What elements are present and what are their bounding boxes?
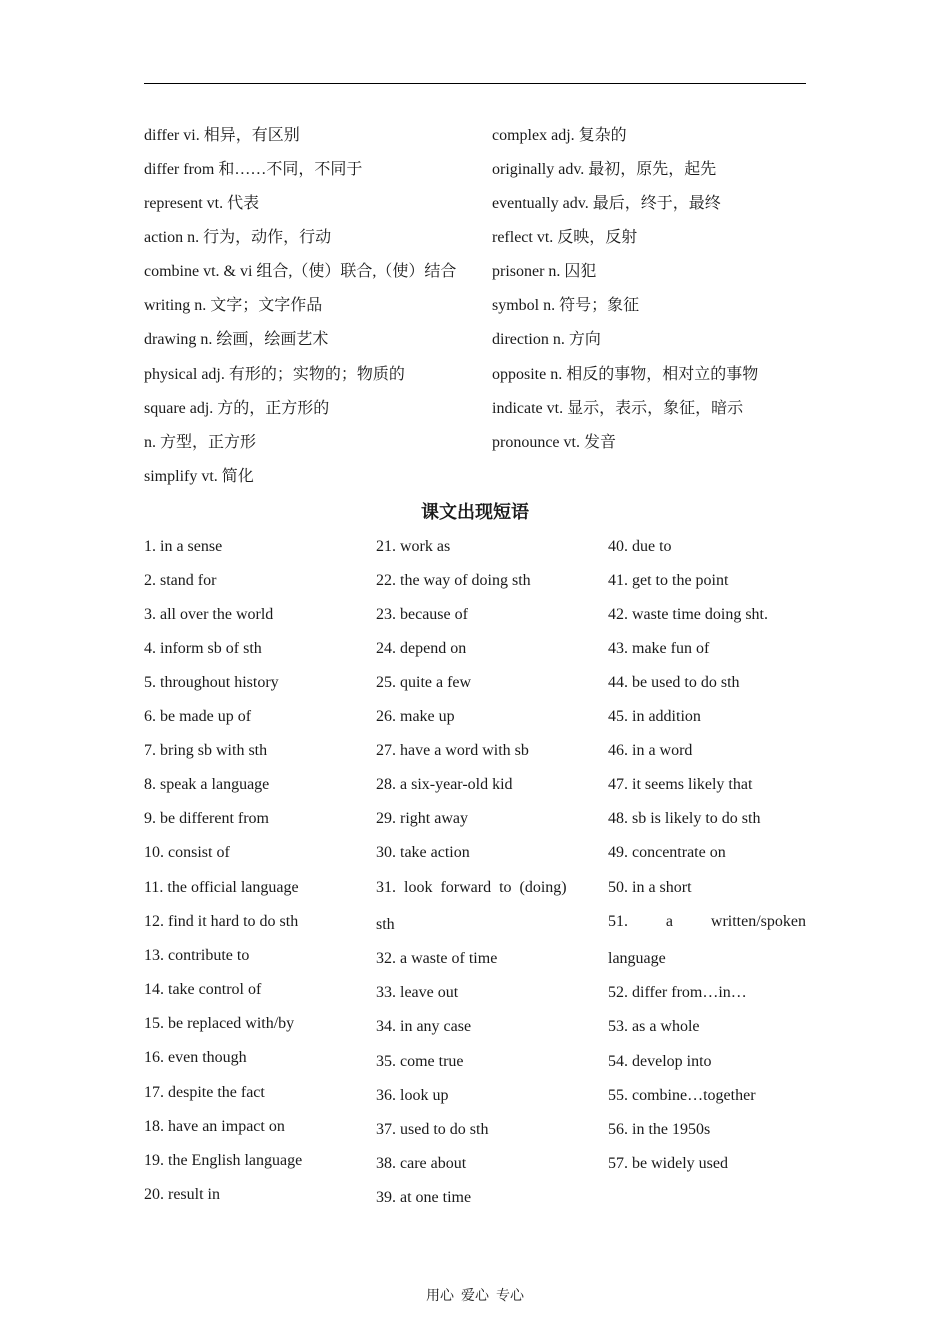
phrase-item: 39. at one time: [376, 1189, 472, 1206]
vocab-entry: writing n. 文字；文字作品: [144, 297, 323, 314]
phrase-item: 17. despite the fact: [144, 1084, 265, 1101]
vocab-entry: action n. 行为，动作，行动: [144, 229, 332, 246]
vocab-entry: represent vt. 代表: [144, 195, 260, 212]
phrase-item: 18. have an impact on: [144, 1118, 285, 1135]
phrase-item: 10. consist of: [144, 844, 230, 861]
phrase-item: 16. even though: [144, 1049, 247, 1066]
phrase-item: 1. in a sense: [144, 538, 223, 555]
phrase-item: 15. be replaced with/by: [144, 1015, 295, 1032]
phrase-item: 14. take control of: [144, 981, 262, 998]
phrase-item: 55. combine…together: [608, 1087, 756, 1104]
vocab-entry: differ vi. 相异，有区别: [144, 127, 300, 144]
phrase-item: 28. a six-year-old kid: [376, 776, 513, 793]
phrase-item: 46. in a word: [608, 742, 693, 759]
phrase-word: 51.: [608, 913, 628, 930]
phrase-item: 31. look forward to (doing): [376, 879, 567, 896]
vocab-entry: originally adv. 最初，原先，起先: [492, 161, 717, 178]
phrase-item: 26. make up: [376, 708, 455, 725]
phrase-word: a: [665, 913, 673, 930]
vocab-entry: symbol n. 符号；象征: [492, 297, 640, 314]
phrase-item: 49. concentrate on: [608, 844, 726, 861]
phrase-item: 11. the official language: [144, 879, 299, 896]
phrase-item: 40. due to: [608, 538, 672, 555]
phrase-item: 4. inform sb of sth: [144, 640, 262, 657]
vocab-entry: simplify vt. 简化: [144, 468, 254, 485]
phrase-item: 54. develop into: [608, 1053, 712, 1070]
phrase-item: 50. in a short: [608, 879, 692, 896]
phrase-item: 21. work as: [376, 538, 451, 555]
phrase-item: 47. it seems likely that: [608, 776, 753, 793]
phrase-item: 20. result in: [144, 1186, 220, 1203]
header-rule: [144, 83, 806, 84]
phrase-item: 7. bring sb with sth: [144, 742, 268, 759]
phrase-item: 43. make fun of: [608, 640, 710, 657]
phrase-item: 53. as a whole: [608, 1018, 700, 1035]
phrase-item: 57. be widely used: [608, 1155, 728, 1172]
phrase-item: 5. throughout history: [144, 674, 279, 691]
phrase-item: 56. in the 1950s: [608, 1121, 711, 1138]
phrase-item: 12. find it hard to do sth: [144, 913, 299, 930]
phrase-item: 23. because of: [376, 606, 468, 623]
phrase-item-justified: [608, 912, 806, 932]
phrase-item: 48. sb is likely to do sth: [608, 810, 761, 827]
phrase-item: 24. depend on: [376, 640, 467, 657]
vocab-entry: square adj. 方的，正方形的: [144, 400, 330, 417]
phrase-item: 42. waste time doing sht.: [608, 606, 768, 623]
vocab-entry: pronounce vt. 发音: [492, 434, 616, 451]
vocab-entry: complex adj. 复杂的: [492, 127, 627, 144]
phrase-item: 9. be different from: [144, 810, 269, 827]
phrase-item-continuation: language: [608, 950, 666, 967]
phrase-item: 45. in addition: [608, 708, 701, 725]
vocab-entry: opposite n. 相反的事物，相对立的事物: [492, 366, 759, 383]
phrase-item: 22. the way of doing sth: [376, 572, 531, 589]
phrase-item: 19. the English language: [144, 1152, 303, 1169]
phrase-item: 32. a waste of time: [376, 950, 498, 967]
vocab-entry: direction n. 方向: [492, 331, 601, 348]
phrase-item: 36. look up: [376, 1087, 449, 1104]
phrase-item: 41. get to the point: [608, 572, 729, 589]
phrase-item-continuation: sth: [376, 916, 395, 933]
phrase-item: 3. all over the world: [144, 606, 274, 623]
phrase-item: 34. in any case: [376, 1018, 472, 1035]
phrase-item: 8. speak a language: [144, 776, 270, 793]
phrase-item: 29. right away: [376, 810, 468, 827]
page-footer: 用心 爱心 专心: [426, 1289, 524, 1304]
phrase-word: written/spoken: [710, 913, 806, 930]
phrase-item: 2. stand for: [144, 572, 217, 589]
vocab-entry: reflect vt. 反映，反射: [492, 229, 638, 246]
phrase-item: 33. leave out: [376, 984, 459, 1001]
vocab-entry: n. 方型，正方形: [144, 434, 257, 451]
vocab-entry: indicate vt. 显示，表示，象征，暗示: [492, 400, 744, 417]
phrase-item: 52. differ from…in…: [608, 984, 747, 1001]
phrase-item: 38. care about: [376, 1155, 467, 1172]
vocab-entry: drawing n. 绘画，绘画艺术: [144, 331, 329, 348]
phrase-item: 35. come true: [376, 1053, 464, 1070]
vocab-entry: prisoner n. 囚犯: [492, 263, 597, 280]
phrase-item: 44. be used to do sth: [608, 674, 740, 691]
section-heading: 课文出现短语: [421, 502, 529, 522]
vocab-entry: differ from 和……不同，不同于: [144, 161, 363, 178]
phrase-item: 30. take action: [376, 844, 470, 861]
vocab-entry: eventually adv. 最后，终于，最终: [492, 195, 721, 212]
phrase-item: 25. quite a few: [376, 674, 472, 691]
phrase-item: 37. used to do sth: [376, 1121, 489, 1138]
vocab-entry: combine vt. & vi 组合,（使）联合,（使）结合: [144, 263, 457, 280]
phrase-item: 13. contribute to: [144, 947, 250, 964]
phrase-item: 6. be made up of: [144, 708, 252, 725]
phrase-item: 27. have a word with sb: [376, 742, 529, 759]
vocab-entry: physical adj. 有形的；实物的；物质的: [144, 366, 405, 383]
